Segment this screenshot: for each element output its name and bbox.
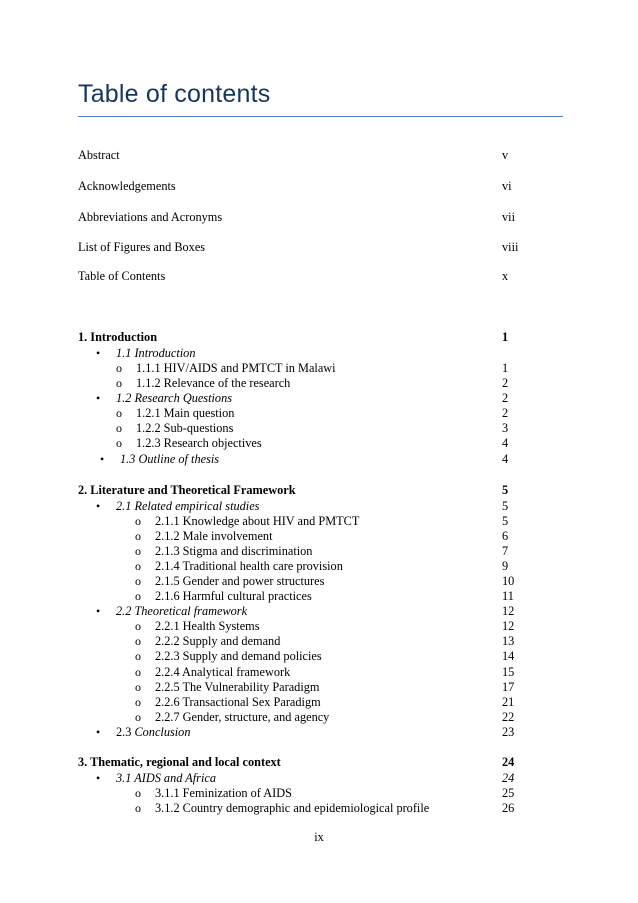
toc-row <box>0 588 638 604</box>
page-number: ix <box>314 830 324 844</box>
toc-section-label: 2.2 Theoretical framework <box>116 604 248 618</box>
toc-row <box>0 482 638 498</box>
toc-entry-page: 21 <box>502 695 515 709</box>
circle-bullet-icon: o <box>135 589 141 603</box>
toc-subsection-label: 1.2.1 Main question <box>136 406 235 420</box>
circle-bullet-icon: o <box>116 376 122 390</box>
toc-entry-page: 1 <box>502 330 509 344</box>
toc-entry-label: Abstract <box>78 148 120 162</box>
toc-entry-page: viii <box>502 240 519 254</box>
title-rule <box>78 116 563 117</box>
circle-bullet-icon: o <box>135 786 141 800</box>
toc-row <box>0 435 638 451</box>
toc-entry-page: 11 <box>502 589 514 603</box>
circle-bullet-icon: o <box>135 514 141 528</box>
toc-subsection-label: 2.2.3 Supply and demand policies <box>155 649 322 663</box>
toc-subsection-label: 2.1.6 Harmful cultural practices <box>155 589 312 603</box>
toc-row <box>0 375 638 391</box>
toc-row <box>0 724 638 740</box>
toc-entry-page: 1 <box>502 361 509 375</box>
toc-section-label: 2.3 Conclusion <box>116 725 191 739</box>
toc-entry-page: 3 <box>502 421 509 435</box>
circle-bullet-icon: o <box>116 436 122 450</box>
toc-row <box>0 558 638 574</box>
toc-row <box>0 754 638 770</box>
circle-bullet-icon: o <box>135 665 141 679</box>
toc-subsection-label: 2.2.4 Analytical framework <box>155 665 291 679</box>
toc-entry-page: vii <box>502 210 515 224</box>
toc-row <box>0 785 638 801</box>
page-title: Table of contents <box>78 80 271 108</box>
circle-bullet-icon: o <box>135 634 141 648</box>
toc-row <box>0 528 638 544</box>
bullet-icon: • <box>96 725 101 739</box>
toc-subsection-label: 2.2.6 Transactional Sex Paradigm <box>155 695 321 709</box>
toc-subsection-label: 2.2.1 Health Systems <box>155 619 260 633</box>
toc-entry-page: 2 <box>502 376 509 390</box>
circle-bullet-icon: o <box>135 680 141 694</box>
toc-row <box>0 694 638 710</box>
toc-entry-page: 2 <box>502 406 509 420</box>
toc-entry-page: 9 <box>502 559 509 573</box>
toc-row <box>0 178 638 194</box>
circle-bullet-icon: o <box>135 801 141 815</box>
toc-row <box>0 420 638 436</box>
toc-entry-page: 7 <box>502 544 509 558</box>
toc-entry-page: 4 <box>502 436 509 450</box>
bullet-icon: • <box>96 346 101 360</box>
toc-chapter-label: 3. Thematic, regional and local context <box>78 755 281 769</box>
toc-entry-page: x <box>502 269 509 283</box>
toc-section-label: 2.1 Related empirical studies <box>116 499 260 513</box>
toc-section-label: 1.1 Introduction <box>116 346 196 360</box>
toc-subsection-label: 1.1.1 HIV/AIDS and PMTCT in Malawi <box>136 361 336 375</box>
toc-entry-page: 5 <box>502 514 509 528</box>
toc-entry-page: 22 <box>502 710 515 724</box>
toc-entry-page: 14 <box>502 649 515 663</box>
toc-entry-page: 13 <box>502 634 515 648</box>
toc-subsection-label: 1.2.3 Research objectives <box>136 436 262 450</box>
toc-entry-page: 10 <box>502 574 515 588</box>
circle-bullet-icon: o <box>135 559 141 573</box>
toc-section-label: 1.3 Outline of thesis <box>120 452 220 466</box>
toc-entry-page: 12 <box>502 604 515 618</box>
toc-subsection-label: 2.1.5 Gender and power structures <box>155 574 325 588</box>
toc-section-italic: Conclusion <box>134 725 191 739</box>
toc-row <box>0 800 638 816</box>
toc-row <box>0 648 638 664</box>
toc-subsection-label: 3.1.2 Country demographic and epidemiological profile <box>155 801 430 815</box>
toc-entry-label: Abbreviations and Acronyms <box>78 210 223 224</box>
circle-bullet-icon: o <box>135 619 141 633</box>
toc-row <box>0 709 638 725</box>
toc-entry-label: List of Figures and Boxes <box>78 240 206 254</box>
toc-entry-label: Table of Contents <box>78 269 166 283</box>
toc-subsection-label: 2.2.5 The Vulnerability Paradigm <box>155 680 320 694</box>
toc-entry-page: 25 <box>502 786 515 800</box>
toc-entry-label: Acknowledgements <box>78 179 176 193</box>
toc-subsection-label: 3.1.1 Feminization of AIDS <box>155 786 292 800</box>
toc-entry-page: 26 <box>502 801 515 815</box>
toc-entry-page: 17 <box>502 680 515 694</box>
circle-bullet-icon: o <box>135 529 141 543</box>
circle-bullet-icon: o <box>135 695 141 709</box>
toc-entry-page: 23 <box>502 725 515 739</box>
toc-row <box>0 618 638 634</box>
toc-row <box>0 633 638 649</box>
toc-row <box>0 513 638 529</box>
toc-row <box>0 573 638 589</box>
toc-row <box>0 770 638 786</box>
toc-entry-page: 2 <box>502 391 509 405</box>
toc-row <box>0 664 638 680</box>
toc-row <box>0 345 638 361</box>
toc-chapter-label: 2. Literature and Theoretical Framework <box>78 483 296 497</box>
toc-row <box>0 451 638 467</box>
toc-section-label: 1.2 Research Questions <box>116 391 233 405</box>
bullet-icon: • <box>96 499 101 513</box>
toc-entry-page: 4 <box>502 452 509 466</box>
toc-row <box>0 268 638 284</box>
toc-row <box>0 209 638 225</box>
toc-row <box>0 679 638 695</box>
toc-entry-page: v <box>502 148 509 162</box>
bullet-icon: • <box>96 604 101 618</box>
toc-subsection-label: 2.2.7 Gender, structure, and agency <box>155 710 330 724</box>
toc-row <box>0 147 638 163</box>
toc-entry-page: 24 <box>502 755 515 769</box>
bullet-icon: • <box>100 452 105 466</box>
toc-row <box>0 543 638 559</box>
toc-subsection-label: 2.1.1 Knowledge about HIV and PMTCT <box>155 514 360 528</box>
toc-entry-page: vi <box>502 179 512 193</box>
toc-row <box>0 360 638 376</box>
circle-bullet-icon: o <box>135 544 141 558</box>
toc-subsection-label: 2.1.4 Traditional health care provision <box>155 559 343 573</box>
toc-entry-page: 6 <box>502 529 509 543</box>
toc-entry-page: 5 <box>502 499 509 513</box>
circle-bullet-icon: o <box>135 710 141 724</box>
bullet-icon: • <box>96 391 101 405</box>
circle-bullet-icon: o <box>135 574 141 588</box>
toc-row <box>0 239 638 255</box>
toc-row <box>0 603 638 619</box>
toc-row <box>0 498 638 514</box>
circle-bullet-icon: o <box>116 406 122 420</box>
toc-row <box>0 329 638 345</box>
toc-subsection-label: 1.1.2 Relevance of the research <box>136 376 291 390</box>
bullet-icon: • <box>96 771 101 785</box>
circle-bullet-icon: o <box>135 649 141 663</box>
toc-entry-page: 5 <box>502 483 509 497</box>
toc-subsection-label: 2.2.2 Supply and demand <box>155 634 281 648</box>
toc-subsection-label: 1.2.2 Sub-questions <box>136 421 234 435</box>
toc-subsection-label: 2.1.3 Stigma and discrimination <box>155 544 313 558</box>
circle-bullet-icon: o <box>116 421 122 435</box>
toc-subsection-label: 2.1.2 Male involvement <box>155 529 273 543</box>
circle-bullet-icon: o <box>116 361 122 375</box>
toc-chapter-label: 1. Introduction <box>78 330 158 344</box>
toc-row <box>0 390 638 406</box>
toc-entry-page: 15 <box>502 665 515 679</box>
toc-section-label: 3.1 AIDS and Africa <box>116 771 216 785</box>
toc-entry-page: 12 <box>502 619 515 633</box>
toc-entry-page: 24 <box>502 771 515 785</box>
toc-row <box>0 405 638 421</box>
